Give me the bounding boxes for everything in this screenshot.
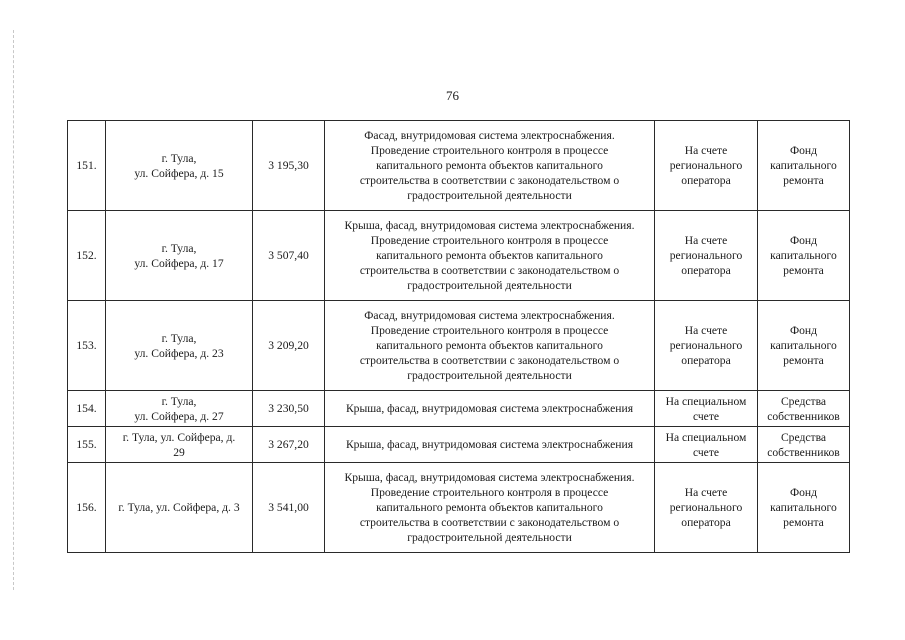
account-cell: [655, 427, 758, 463]
funding-source-text: Фонд капитального ремонта: [770, 144, 837, 187]
account-cell: [655, 301, 758, 391]
area-cell: 3 195,30: [253, 121, 325, 211]
area-cell: 3 267,20: [253, 427, 325, 463]
repair-register-table: [67, 120, 850, 553]
address-cell: [106, 463, 253, 553]
account-text: На счете регионального оператора: [669, 324, 743, 367]
address-text: г. Тула, ул. Сойфера, д. 3: [118, 501, 240, 514]
table-row: [68, 391, 850, 427]
funding-source-text: Средства собственников: [767, 394, 840, 423]
account-cell: [655, 391, 758, 427]
account-text: На счете регионального оператора: [669, 144, 743, 187]
area-cell: 3 230,50: [253, 391, 325, 427]
address-cell: [106, 211, 253, 301]
funding-source-cell: [758, 463, 850, 553]
row-number: 155.: [68, 427, 106, 463]
address-text: г. Тула, ул. Сойфера, д. 15: [134, 151, 224, 180]
table-row: [68, 121, 850, 211]
funding-source-cell: [758, 427, 850, 463]
address-text: г. Тула, ул. Сойфера, д. 29: [122, 430, 236, 459]
works-cell: [325, 427, 655, 463]
table-row: [68, 463, 850, 553]
works-text: Фасад, внутридомовая система электроснабжения. Проведение строительного контроля в процессе капитального ремонта объектов капитального строительства в соответствии с законодательством о градостроительной деятельности: [359, 309, 620, 382]
area-cell: 3 541,00: [253, 463, 325, 553]
works-cell: [325, 211, 655, 301]
account-cell: [655, 211, 758, 301]
funding-source-cell: [758, 211, 850, 301]
account-text: На счете регионального оператора: [669, 234, 743, 277]
funding-source-text: Фонд капитального ремонта: [770, 324, 837, 367]
address-text: г. Тула, ул. Сойфера, д. 23: [134, 331, 224, 360]
address-cell: [106, 391, 253, 427]
address-cell: [106, 427, 253, 463]
works-text: Крыша, фасад, внутридомовая система электроснабжения: [345, 402, 634, 415]
works-cell: [325, 301, 655, 391]
funding-source-cell: [758, 391, 850, 427]
row-number: 153.: [68, 301, 106, 391]
works-text: Фасад, внутридомовая система электроснабжения. Проведение строительного контроля в процессе капитального ремонта объектов капитального строительства в соответствии с законодательством о градостроительной деятельности: [359, 129, 620, 202]
funding-source-cell: [758, 301, 850, 391]
area-cell: 3 507,40: [253, 211, 325, 301]
area-cell: 3 209,20: [253, 301, 325, 391]
works-cell: [325, 463, 655, 553]
address-text: г. Тула, ул. Сойфера, д. 17: [134, 241, 224, 270]
funding-source-text: Фонд капитального ремонта: [770, 234, 837, 277]
row-number: 154.: [68, 391, 106, 427]
works-text: Крыша, фасад, внутридомовая система электроснабжения. Проведение строительного контроля в процессе капитального ремонта объектов капитального строительства в соответствии с законодательством о градостроительной деятельности: [344, 219, 635, 292]
works-cell: [325, 121, 655, 211]
works-text: Крыша, фасад, внутридомовая система электроснабжения: [345, 438, 634, 451]
row-number: 152.: [68, 211, 106, 301]
account-text: На счете регионального оператора: [669, 486, 743, 529]
funding-source-text: Фонд капитального ремонта: [770, 486, 837, 529]
works-cell: [325, 391, 655, 427]
works-text: Крыша, фасад, внутридомовая система электроснабжения. Проведение строительного контроля в процессе капитального ремонта объектов капитального строительства в соответствии с законодательством о градостроительной деятельности: [344, 471, 635, 544]
account-cell: [655, 121, 758, 211]
row-number: 156.: [68, 463, 106, 553]
margin-mark: [13, 30, 14, 590]
address-text: г. Тула, ул. Сойфера, д. 27: [134, 394, 224, 423]
address-cell: [106, 301, 253, 391]
table-row: [68, 301, 850, 391]
account-cell: [655, 463, 758, 553]
row-number: 151.: [68, 121, 106, 211]
funding-source-cell: [758, 121, 850, 211]
table-row: [68, 427, 850, 463]
page-number: 76: [446, 88, 459, 103]
account-text: На специальном счете: [665, 430, 747, 459]
account-text: На специальном счете: [665, 394, 747, 423]
address-cell: [106, 121, 253, 211]
funding-source-text: Средства собственников: [767, 430, 840, 459]
table-row: [68, 211, 850, 301]
